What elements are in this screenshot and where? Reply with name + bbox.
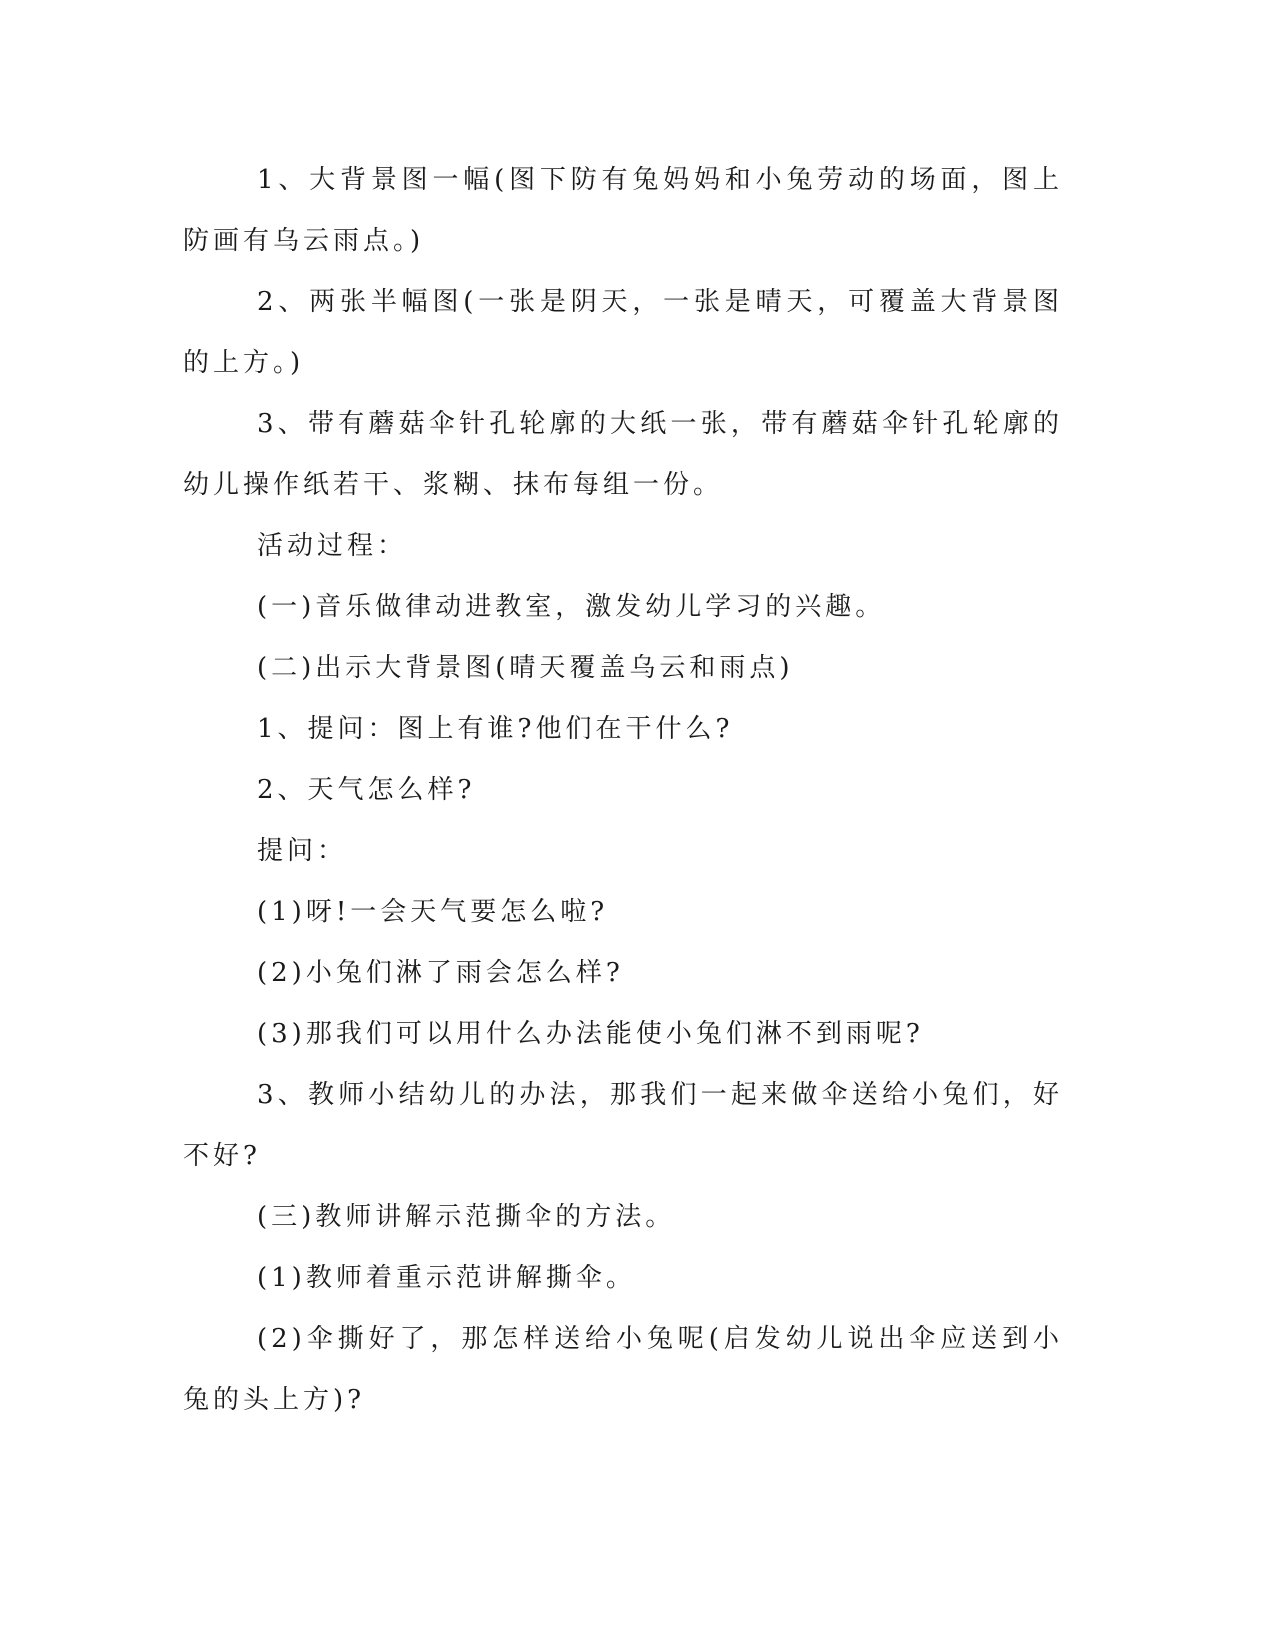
paragraph-step-1: (一)音乐做律动进教室，激发幼儿学习的兴趣。 — [257, 592, 886, 622]
paragraph-question-2: 2、天气怎么样? — [257, 775, 476, 805]
paragraph-question-1: 1、提问：图上有谁?他们在干什么? — [257, 714, 734, 744]
paragraph-materials-3: 3、带有蘑菇伞针孔轮廓的大纸一张，带有蘑菇伞针孔轮廓的幼儿操作纸若干、浆糊、抹布每组一份。 — [183, 409, 1063, 500]
paragraph-prompt-2: (2)小兔们淋了雨会怎么样? — [257, 958, 624, 988]
paragraph-prompt-label: 提问： — [257, 836, 348, 866]
paragraph-demo-2: (2)伞撕好了，那怎样送给小兔呢(启发幼儿说出伞应送到小兔的头上方)? — [183, 1324, 1063, 1415]
paragraph-demo-1: (1)教师着重示范讲解撕伞。 — [257, 1263, 636, 1293]
paragraph-materials-2: 2、两张半幅图(一张是阴天，一张是晴天，可覆盖大背景图的上方。) — [183, 287, 1063, 378]
paragraph-prompt-3: (3)那我们可以用什么办法能使小兔们淋不到雨呢? — [257, 1019, 924, 1049]
paragraph-prompt-1: (1)呀!一会天气要怎么啦? — [257, 897, 609, 927]
document-body — [183, 150, 1063, 1431]
paragraph-step-2: (二)出示大背景图(晴天覆盖乌云和雨点) — [257, 653, 794, 683]
section-heading-process: 活动过程： — [257, 531, 408, 561]
paragraph-materials-1: 1、大背景图一幅(图下防有兔妈妈和小兔劳动的场面，图上防画有乌云雨点。) — [183, 165, 1063, 256]
paragraph-summary: 3、教师小结幼儿的办法，那我们一起来做伞送给小兔们，好不好? — [183, 1080, 1063, 1171]
paragraph-step-3: (三)教师讲解示范撕伞的方法。 — [257, 1202, 676, 1232]
